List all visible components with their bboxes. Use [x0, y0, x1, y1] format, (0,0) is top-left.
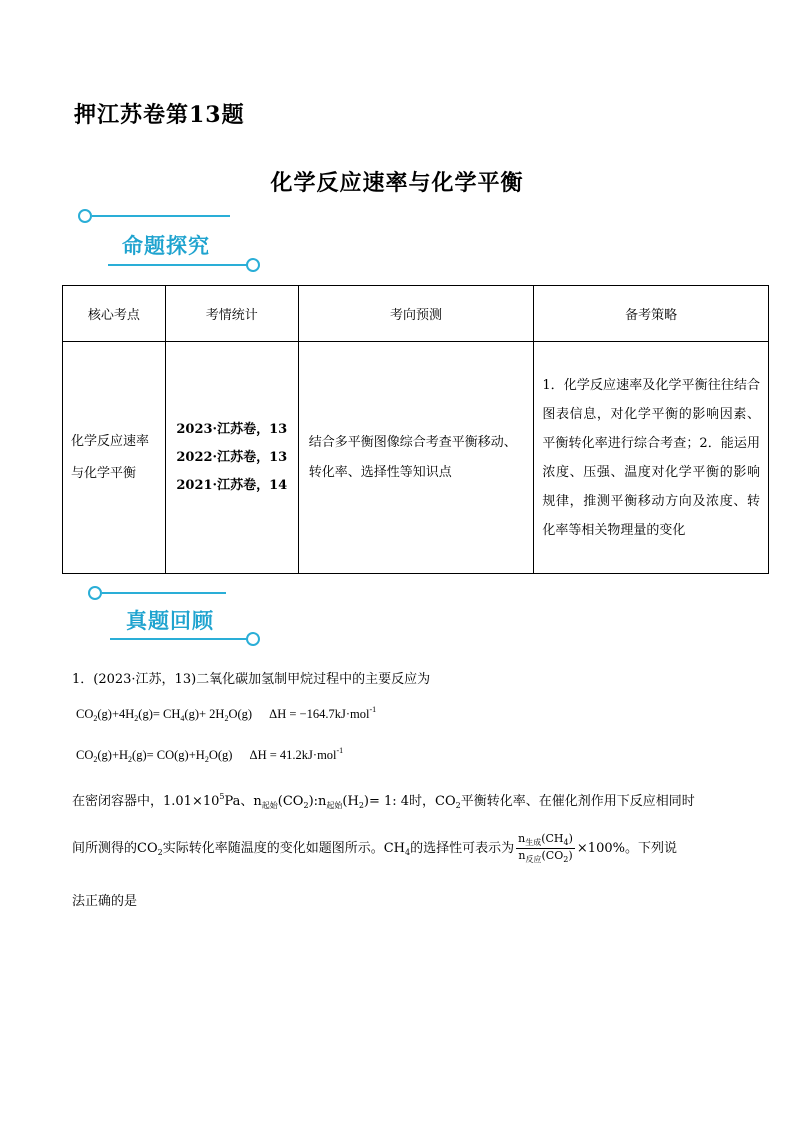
cell-prediction: 结合多平衡图像综合考查平衡移动、转化率、选择性等知识点 — [298, 342, 534, 574]
text: 实际转化率随温度的变化如题图所示。CH — [162, 841, 405, 856]
section-badge-exploration — [78, 206, 268, 276]
text: 的选择性可表示为 — [410, 841, 515, 856]
eq-sup: -1 — [369, 705, 377, 714]
circle-icon — [88, 586, 102, 600]
question-line-5: 法正确的是 — [72, 894, 138, 909]
text: n — [518, 832, 526, 845]
text: (CO — [277, 794, 304, 809]
text: )= 1: 4时，CO — [363, 794, 456, 809]
fraction-denominator — [516, 849, 575, 865]
question-line-3 — [72, 790, 695, 811]
text-sub: 2 — [563, 855, 569, 864]
main-title: 化学反应速率与化学平衡 — [270, 170, 524, 196]
circle-icon — [246, 632, 260, 646]
cell-statistics — [165, 342, 298, 574]
cell-core-point: 化学反应速率与化学平衡 — [63, 342, 166, 574]
eq-sub: 2 — [204, 755, 209, 764]
text: ) — [568, 832, 573, 845]
enthalpy: ΔH = 41.2kJ·mol — [249, 748, 337, 762]
table-row — [63, 342, 769, 574]
eq-text: CO — [76, 748, 94, 762]
eq-text: O(g) — [228, 707, 253, 721]
header-prediction: 考向预测 — [298, 286, 534, 342]
eq-text: CO — [76, 707, 94, 721]
fraction-numerator — [516, 832, 575, 849]
stat-item: 2022·江苏卷，13 — [176, 449, 288, 465]
eq-text: O(g) — [208, 748, 233, 762]
text-sub: 反应 — [525, 855, 542, 864]
divider — [102, 592, 226, 594]
text: (H — [342, 794, 359, 809]
eq-text: (g)+H — [97, 748, 129, 762]
top-title: 押江苏卷第13题 — [74, 102, 245, 128]
selectivity-fraction — [516, 832, 575, 865]
circle-icon — [78, 209, 92, 223]
text-sub: 4 — [405, 848, 411, 857]
section-label: 命题探究 — [122, 234, 210, 258]
text-sub: 2 — [358, 801, 364, 810]
text-sub: 起始 — [326, 801, 343, 810]
eq-sub: 2 — [93, 714, 98, 723]
divider — [108, 264, 248, 266]
equation-2 — [76, 746, 343, 764]
eq-sub: 2 — [134, 714, 139, 723]
eq-sub: 2 — [128, 755, 133, 764]
text: (CO — [541, 849, 564, 862]
text: 在密闭容器中，1.01×10 — [72, 794, 220, 809]
table-header-row — [63, 286, 769, 342]
header-core-point: 核心考点 — [63, 286, 166, 342]
equation-1 — [76, 705, 376, 723]
eq-sub: 4 — [180, 714, 185, 723]
eq-sub: 2 — [224, 714, 229, 723]
eq-sub: 2 — [93, 755, 98, 764]
section-badge-review — [88, 585, 264, 655]
eq-text: (g)= CO(g)+H — [132, 748, 205, 762]
text: n — [518, 849, 526, 862]
text-sub: 生成 — [525, 838, 542, 847]
eq-text: (g)= CH — [138, 707, 181, 721]
divider — [110, 638, 248, 640]
text: Pa、n — [224, 794, 262, 809]
text: ×100%。下列说 — [576, 841, 677, 856]
text: 间所测得的CO — [72, 841, 158, 856]
text-sub: 2 — [455, 801, 461, 810]
exam-analysis-table — [62, 285, 769, 574]
text-sub: 2 — [157, 848, 163, 857]
text: ):n — [308, 794, 327, 809]
text: ) — [568, 849, 573, 862]
section-label: 真题回顾 — [126, 609, 214, 633]
text: 平衡转化率、在催化剂作用下反应相同时 — [460, 794, 695, 809]
stat-item: 2021·江苏卷，14 — [176, 477, 288, 493]
text: (CH — [541, 832, 564, 845]
enthalpy: ΔH = −164.7kJ·mol — [269, 707, 370, 721]
header-strategy: 备考策略 — [534, 286, 769, 342]
eq-sup: -1 — [336, 746, 344, 755]
text-sup: 5 — [219, 792, 225, 801]
eq-text: (g)+4H — [97, 707, 135, 721]
question-intro: 1．(2023·江苏，13)二氧化碳加氢制甲烷过程中的主要反应为 — [72, 672, 431, 687]
eq-text: (g)+ 2H — [184, 707, 225, 721]
circle-icon — [246, 258, 260, 272]
text-sub: 4 — [563, 838, 569, 847]
question-line-4 — [72, 832, 677, 865]
header-statistics: 考情统计 — [165, 286, 298, 342]
text-sub: 起始 — [261, 801, 278, 810]
stat-item: 2023·江苏卷，13 — [176, 421, 288, 437]
divider — [92, 215, 230, 217]
cell-strategy: 1．化学反应速率及化学平衡往往结合图表信息，对化学平衡的影响因素、平衡转化率进行综合考查；2．能运用浓度、压强、温度对化学平衡的影响规律，推测平衡移动方向及浓度、转化率等相关物理量的变化 — [534, 342, 769, 574]
text-sub: 2 — [303, 801, 309, 810]
